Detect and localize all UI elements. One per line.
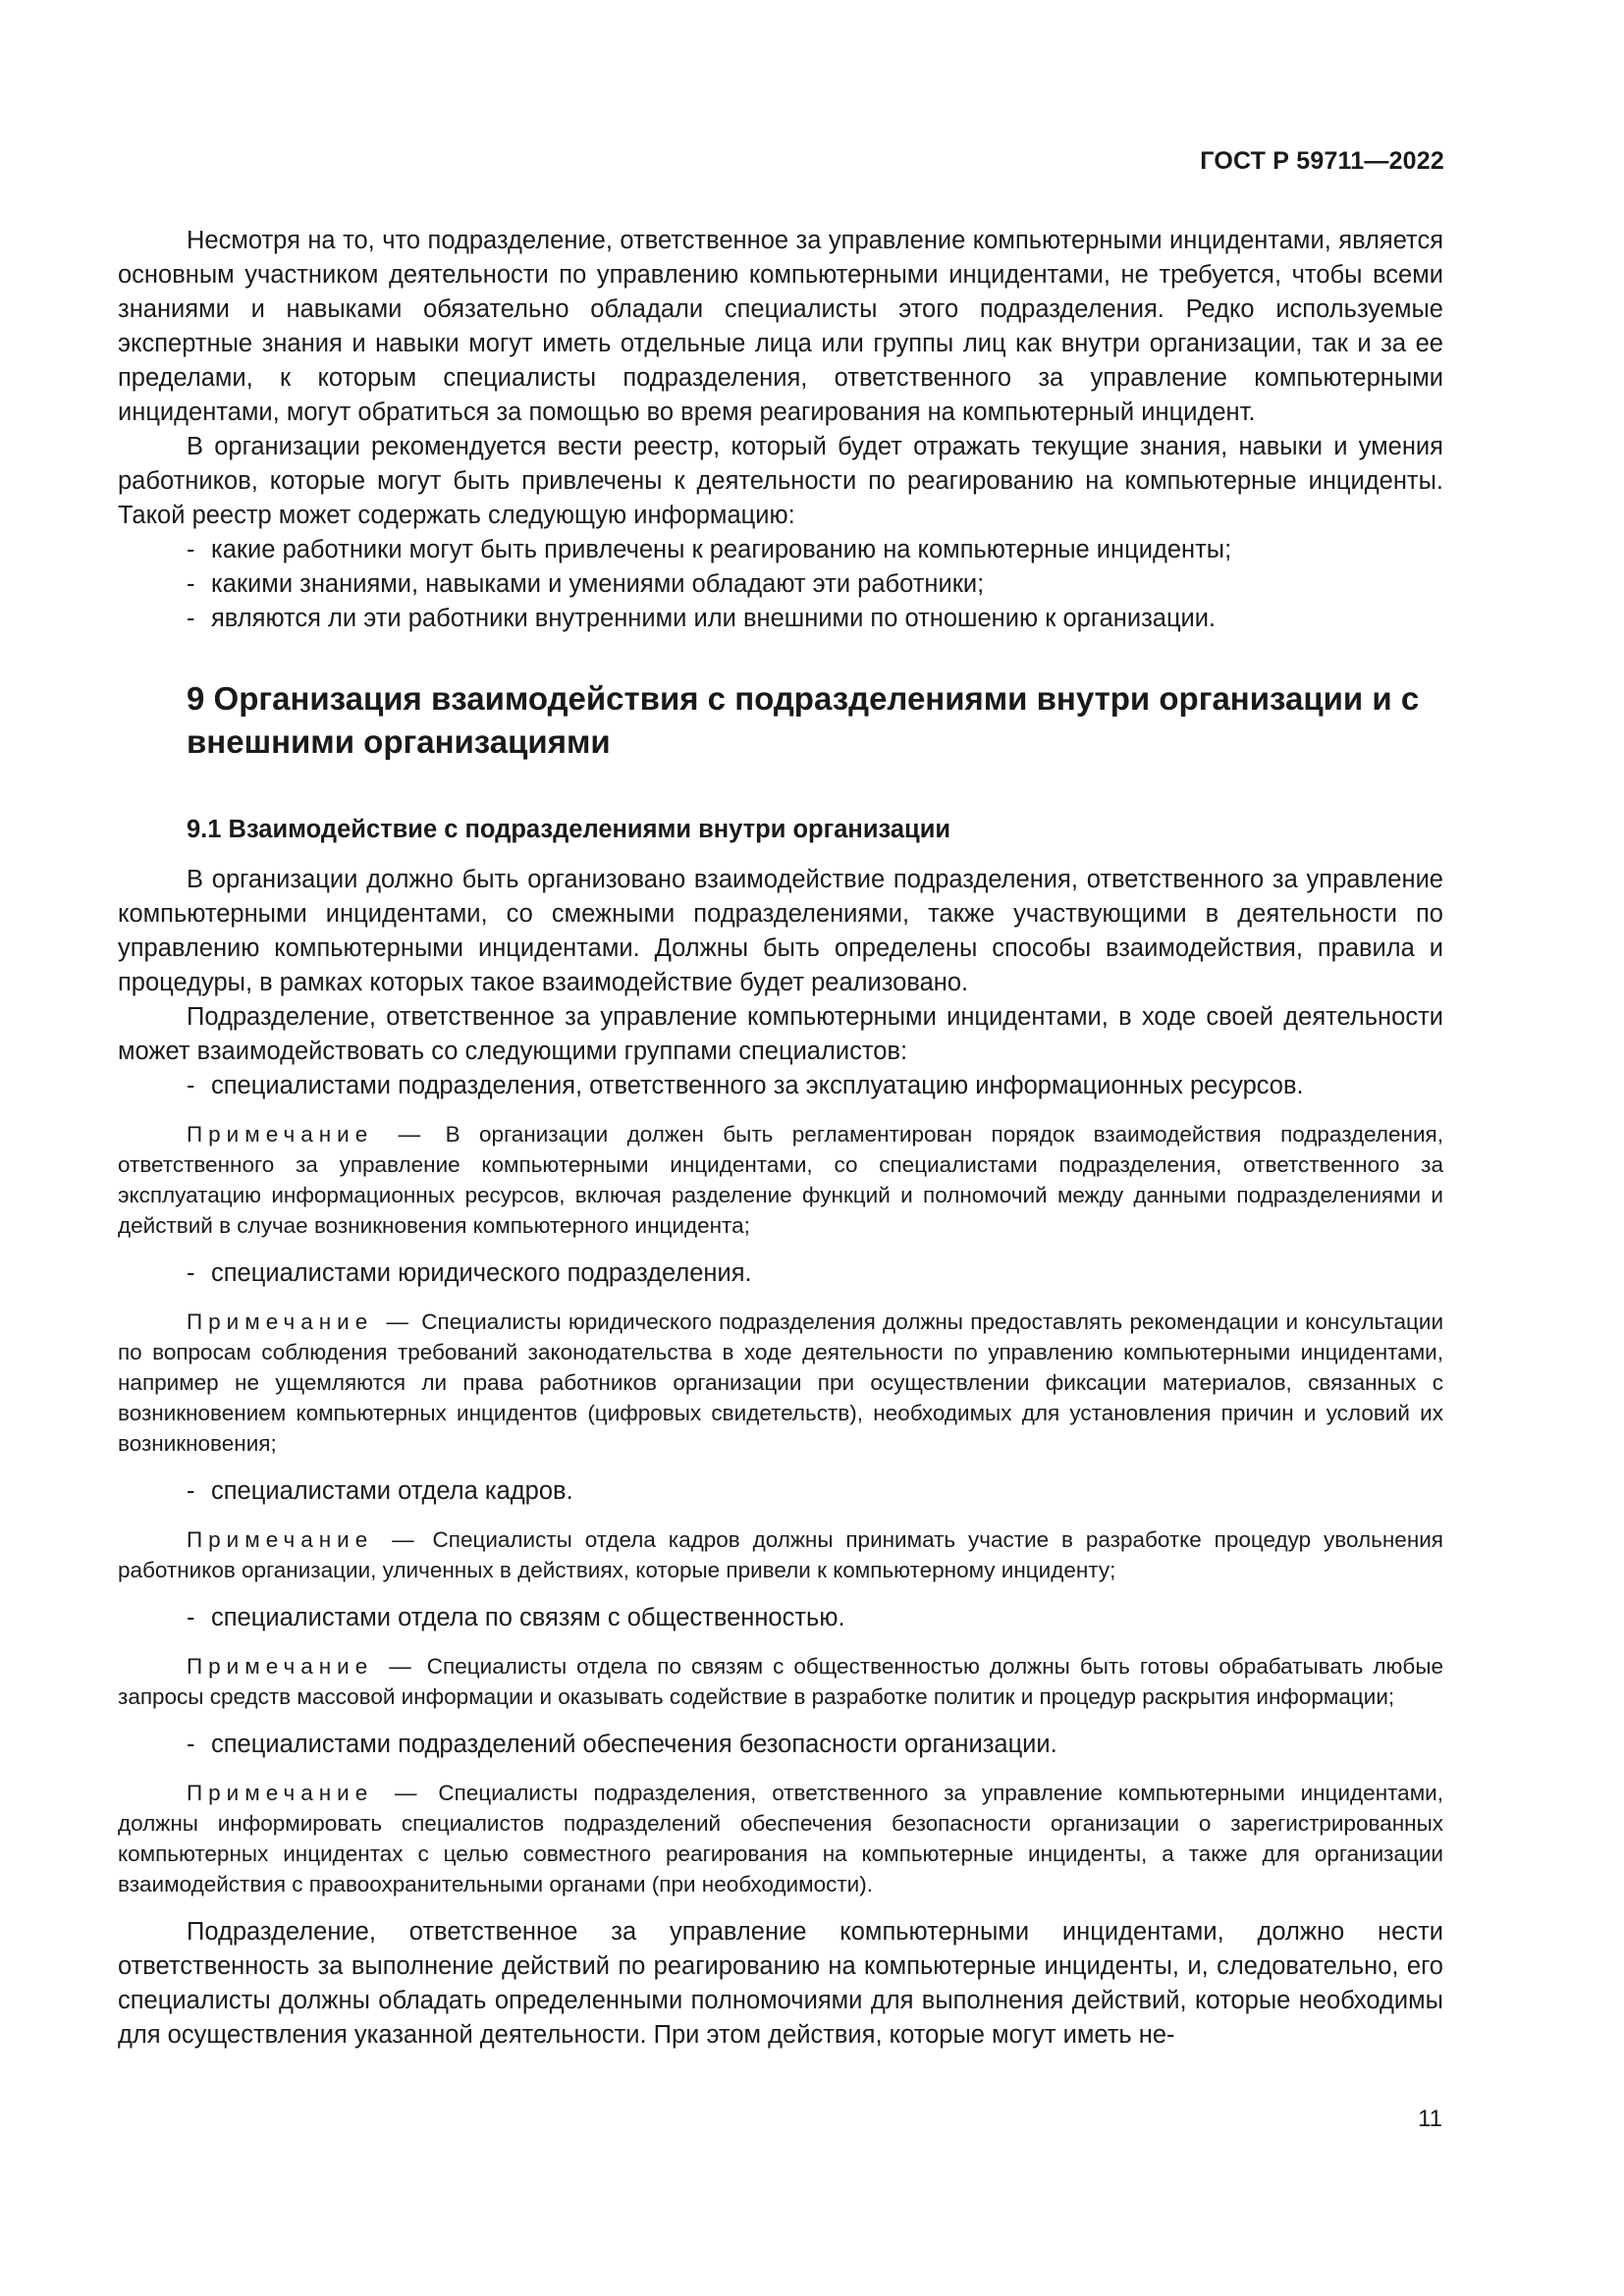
dash-mark: -: [187, 1731, 195, 1758]
note-text: Специалисты отдела кадров должны принимать участие в разработке процедур увольнения работников организации, уличенных в действиях, которые привели к компьютерному инциденту;: [118, 1527, 1443, 1582]
list-item: [118, 533, 1443, 567]
list-item: [118, 1069, 1443, 1103]
dash-mark: -: [187, 1072, 195, 1099]
dash-mark: -: [187, 605, 195, 632]
list-item: [118, 567, 1443, 602]
list-item-text: какие работники могут быть привлечены к реагированию на компьютерные инциденты;: [211, 536, 1232, 563]
dash-mark: -: [187, 1259, 195, 1287]
note: [118, 1307, 1443, 1459]
list-item-text: какими знаниями, навыками и умениями обладают эти работники;: [211, 570, 985, 598]
paragraph-expertise: Несмотря на то, что подразделение, ответственное за управление компьютерными инцидентами, является основным участником деятельности по управлению компьютерными инцидентами, не требуется, чтобы всеми знаниями и навыками обязательно обладали специалисты этого подразделения. Редко используемые экспертные знания и навыки могут иметь отдельные лица или группы лиц как внутри организации, так и за ее пределами, к которым специалисты подразделения, ответственного за управление компьютерными инцидентами, могут обратиться за помощью во время реагирования на компьютерный инцидент.: [118, 227, 1443, 426]
note-label: Примечание —: [187, 1781, 423, 1805]
registry-list: [118, 533, 1443, 636]
note: [118, 1778, 1443, 1899]
list-item: [118, 1474, 1443, 1509]
note: [118, 1119, 1443, 1241]
list-item: [118, 1728, 1443, 1762]
page-number: 11: [1418, 2106, 1442, 2132]
list-item-text: специалистами подразделения, ответственного за эксплуатацию информационных ресурсов.: [211, 1072, 1304, 1099]
list-item-text: специалистами отдела по связям с общественностью.: [211, 1604, 845, 1631]
note: [118, 1651, 1443, 1712]
list-item-text: специалистами юридического подразделения.: [211, 1259, 752, 1287]
list-item: [118, 1256, 1443, 1291]
list-item-text: специалистами отдела кадров.: [211, 1477, 573, 1505]
list-item: [118, 602, 1443, 636]
list-item: [118, 1601, 1443, 1635]
note: [118, 1524, 1443, 1585]
note-text: Специалисты отдела по связям с общественностью должны быть готовы обрабатывать любые запросы средств массовой информации и оказывать содействие в разработке политик и процедур раскрытия информации;: [118, 1654, 1444, 1709]
dash-mark: -: [187, 1477, 195, 1505]
paragraph-responsibility: Подразделение, ответственное за управление компьютерными инцидентами, должно нести ответственность за выполнение действий по реагированию на компьютерные инциденты, и, следовательно, его специалисты должны обладать определенными полномочиями для выполнения действий, которые необходимы для осуществления указанной деятельности. При этом действия, которые могут иметь не-: [118, 1918, 1443, 2049]
paragraph-interaction: В организации должно быть организовано взаимодействие подразделения, ответственного за управление компьютерными инцидентами, со смежными подразделениями, также участвующими в деятельности по управлению компьютерными инцидентами. Должны быть определены способы взаимодействия, правила и процедуры, в рамках которых такое взаимодействие будет реализовано.: [118, 866, 1443, 996]
note-label: Примечание —: [187, 1527, 420, 1552]
section-9-title: 9 Организация взаимодействия с подразделениями внутри организации и с внешними организациями: [187, 680, 1420, 760]
standard-designation: ГОСТ Р 59711—2022: [1200, 147, 1444, 175]
list-item-text: специалистами подразделений обеспечения безопасности организации.: [211, 1731, 1057, 1758]
note-label: Примечание —: [187, 1654, 417, 1679]
subsection-9-1-title: 9.1 Взаимодействие с подразделениями внутри организации: [187, 816, 951, 843]
note-label: Примечание —: [187, 1309, 415, 1334]
note-text: Специалисты юридического подразделения должны предоставлять рекомендации и консультации по вопросам соблюдения требований законодательства в ходе деятельности по управлению компьютерными инцидентами, например не ущемляются ли права работников организации при осуществлении фиксации материалов, связанных с возникновением компьютерных инцидентов (цифровых свидетельств), необходимых для установления причин и условий их возникновения;: [118, 1309, 1444, 1456]
note-label: Примечание —: [187, 1122, 427, 1147]
note-text: В организации должен быть регламентирован порядок взаимодействия подразделения, ответственного за управление компьютерными инцидентами, со специалистами подразделения, ответственного за эксплуатацию информационных ресурсов, включая разделение функций и полномочий между данными подразделениями и действий в случае возникновения компьютерного инцидента;: [118, 1122, 1443, 1238]
dash-mark: -: [187, 570, 195, 598]
paragraph-groups-intro: Подразделение, ответственное за управление компьютерными инцидентами, в ходе своей деятельности может взаимодействовать со следующими группами специалистов:: [118, 1003, 1443, 1065]
dash-mark: -: [187, 536, 195, 563]
list-item-text: являются ли эти работники внутренними или внешними по отношению к организации.: [211, 605, 1217, 632]
dash-mark: -: [187, 1604, 195, 1631]
paragraph-registry: В организации рекомендуется вести реестр, который будет отражать текущие знания, навыки и умения работников, которые могут быть привлечены к деятельности по реагированию на компьютерные инциденты. Такой реестр может содержать следующую информацию:: [118, 433, 1443, 529]
page-content: [118, 224, 1443, 2053]
note-text: Специалисты подразделения, ответственного за управление компьютерными инцидентами, должны информировать специалистов подразделений обеспечения безопасности организации о зарегистрированных компьютерных инцидентах с целью совместного реагирования на компьютерные инциденты, а также для организации взаимодействия с правоохранительными органами (при необходимости).: [118, 1781, 1443, 1896]
